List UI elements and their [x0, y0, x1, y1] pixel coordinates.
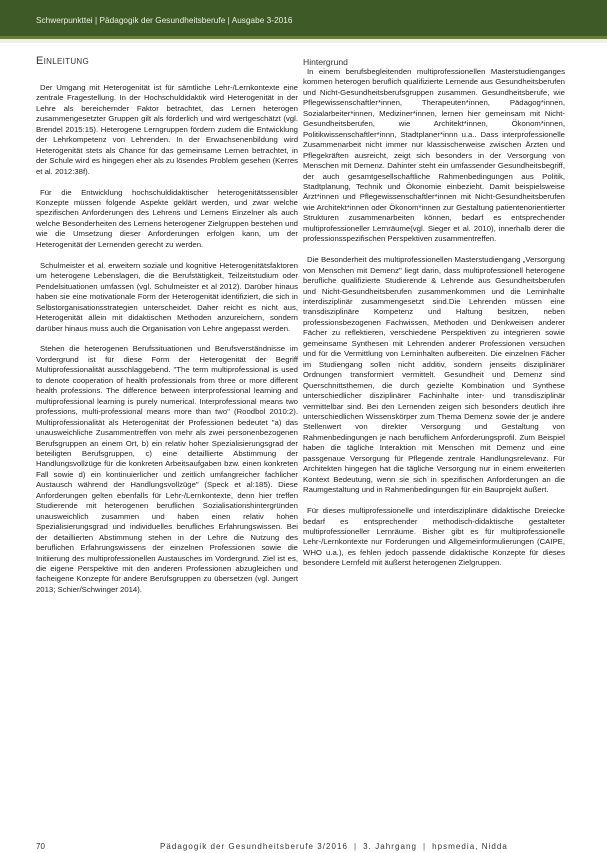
- footer-separator: |: [422, 842, 427, 851]
- section-heading-einleitung: Einleitung: [36, 55, 90, 67]
- header-title: Schwerpunkttei | Pädagogik der Gesundheitsberufe | Ausgabe 3-2016: [36, 16, 293, 25]
- paragraph: Die Besonderheit des multiprofessionellen Masterstudiengang „Versorgung von Menschen mit Demenz" liegt darin, dass multiprofessionell heterogene berufliche qualifizierte Studierende & Lehrende aus Gesundheitsberufen und Nicht-Gesundheitsberufen zusammenkommen und die Lerninhalte interdisziplinär zusammengesetzt sind.Die Lehrenden müssen eine transdisziplinäre Kompetenz und Haltung besitzen, neben professionsbezogenen Fachwissen, Methoden und Denkweisen anderer Fächer zu reflektieren, verschiedene Perspektiven zu integrieren sowie gemeinsame Synthesen mit Lehrenden anderer Professionen versuchen und für die Vermittlung von Lerninhalten aufbereiten. Die einzelnen Fächer im Studiengang sollen nicht additiv, sondern jenseits disziplinärer Ordnungen transformiert vermittelt. Gesundheit und Demenz sind Querschnittsthemen, die durch gezielte Kombination und Synthese unterschiedlicher disziplinärer Fachinhalte inter- und transdisziplinär vermittelbar sind. Bei den Lernenden zeigen sich besonders deutlich ihre unterschiedlichen Wissenskörper zum Thema Demenz sowie der je andere Stellenwert von direkter Versorgung und Gestaltung von Rahmenbedingungen je nach beruflichem Anforderungsprofil. Zum Beispiel haben die tägliche Interaktion mit Menschen mit Demenz und eine passgenaue Versorgung für Pflegende zentrale Handlungsrelevanz. Für Architekten hingegen hat die tägliche Versorgung nur in einem erweiterten Kontext Bedeutung, wenn sie sich in spezifischen Anforderungen an die Raumgestaltung und in Rahmenbedingungen für ein Bauprojekt äußert.: [303, 255, 565, 495]
- page-number: 70: [36, 842, 45, 851]
- right-column: [303, 55, 565, 579]
- paragraph: Für die Entwicklung hochschuldidaktischer heterogenitätssensibler Konzepte müssen folgende Aspekte geklärt werden, und zwar welche spezifischen Anforderungen des Lehrens und Lernens Einzelner als auch welche Besonderheiten des Lernens heterogener Zielgruppen bestehen und wie die Umsetzung dieser Anforderungen erfolgen kann, um der Heterogenität der Lernenden gerecht zu werden.: [36, 187, 298, 249]
- footer-volume: 3. Jahrgang: [363, 842, 417, 851]
- paragraph: Stehen die heterogenen Berufssituationen und Berufsverständnisse im Vordergrund ist für diese Form der Heterogenität der Begriff Multiprofessionalität ausschlaggebend. "The term multiprofessional is used to denote cooperation of health professionals from three or more different health professions. The difference between interprofessional learning and multiprofessional learning is purely numerical. Interprofessional means two professions, multi-professional means more than two" (Roodbol 2010:2). Multiprofessionalität als Heterogenität der Professionen bedeutet "a) das unausweichliche Zusammentreffen von mehr als zwei personenbezogenen Berufsgruppen an einem Ort, b) ein relativ hoher Spezialisierungsgrad der beteiligten Berufsgruppen, c) eine detaillierte Abstimmung der Handlungsvollzüge für die konkreten Arbeitsaufgaben bzw. einen konkreten Fall sowie d) ein kontinuierlicher und zeitlich umfangreicher fachlicher Austausch während der Handlungsvollzüge" (Speck et al:185). Diese Anforderungen gelten ebenfalls für Lehr-/Lernkontexte, denn hier treffen Studierende mit heterogenen beruflichen Sozialisationshintergründen unausweichlich zusammen und haben einen relativ hohen Spezialisierungsgrad und individuelles berufliches Erfahrungswissen. Bei der detaillierten Abstimmung stehen in der Lehre die Nutzung des beruflichen Erfahrungswissens der einzelnen Professionen sowie die Initiierung des multiprofessionellen Austausches im Vordergrund. Ziel ist es, die eigene Perspektive mit den anderen Professionen abzugleichen und facheigene Konzepte für andere Berufsgruppen zu übersetzen (vgl. Jungert 2013; Schier/Schwinger 2014).: [36, 344, 298, 594]
- section-heading-hintergrund: Hintergrund: [303, 57, 348, 67]
- paragraph: Für dieses multiprofessionelle und interdisziplinäre didaktische Dreiecke bedarf es entsprechender methodisch-didaktische gestalteter multiprofessioneller Lernräume. Bisher gibt es für multiprofessionelle Lehr-/Lernkontexte nur Forderungen und Allgemeinformulierungen (CAIPE, WHO u.a.), es fehlen jedoch passende didaktische Konzepte für dieses besondere Lernfeld mit äußerst heterogenen Zielgruppen.: [303, 506, 565, 568]
- running-header: [0, 0, 607, 39]
- left-column: [36, 55, 298, 606]
- header-shadow: [0, 39, 607, 43]
- footer-journal: Pädagogik der Gesundheitsberufe 3/2016: [160, 842, 349, 851]
- running-footer: [160, 842, 508, 851]
- paragraph: Schulmeister et al. erweitern soziale und kognitive Heterogenitätsfaktoren um heterogene Lebenslagen, die die Berufstätigkeit, Teilzeitstudium oder Pendelsituationen umfassen (vgl. Schulmeister et al 2012). Darüber hinaus haben sie eine motivationale Form der Heterogenität identifiziert, die sich in Selbstorganisationsstrategien unterscheidet. Daher reicht es nicht aus, Heterogenität allein mit didaktischen Methoden anzureichern, sondern darüber hinaus muss auch die Organisation von Lehre angepasst werden.: [36, 260, 298, 333]
- paragraph: Der Umgang mit Heterogenität ist für sämtliche Lehr-/Lernkontexte eine zentrale Fragestellung. In der Hochschuldidaktik wird Heterogenität in der Lehre als bereichernder Faktor betrachtet, das Lernen heterogen zusammengesetzter Gruppen gilt als förderlich und wird wertgeschätzt (vgl. Brendel 2015:15). Heterogene Lerngruppen fördern zudem die Entwicklung der Lehrkompetenz von Lehrenden. In der Erwachsenenbildung wird Heterogenität stets als Chance für das gemeinsame Lernen betrachtet, in der Schule wird es hingegen eher als zu lösendes Problem gesehen (Kerres et al. 2012:38f).: [36, 83, 298, 176]
- footer-publisher: hpsmedia, Nidda: [432, 842, 508, 851]
- footer-separator: |: [354, 842, 358, 851]
- paragraph: In einem berufsbegleitenden multiprofessionellen Masterstudienganges kommen heterogen beruflich qualifizierte Lernende aus Gesundheitsberufen und Nicht-Gesundheitsberufsgruppen zusammen. Gesundheitsberufe, wie Pflegewissenschaftler*innen, Therapeuten*innen, Pädagog*innen, Sozialarbeiter*innen, Mediziner*innen, lernen hier gemeinsam mit Nicht-Gesundheitsberufen, wie Architekt*innen, Ökonom*innen, Politikwissenschaftler*innn, Stadtplaner*innn u.a.. Dass interprofessionelle Zusammenarbeit nicht immer nur klassischerweise zwischen Ärzten und Pflegekräften ausreicht, zeigt sich besonders in der Versorgung von Menschen mit Demenz. Dahinter steht ein umfassender Gesundheitsbegriff, der auch gesamtgesellschaftliche Rahmenbedingungen aus Politik, Stadtplanung, Technik und Ökonomie einbezieht. Damit beispielsweise Ärzt*innen und Pflegewissenschaftler*innen mit Nicht-Gesundheitsberufen wie Architekt*innen oder Ökonom*innen zur Gestaltung patientenorientierter Strukturen zusammenarbeiten können, bedarf es entsprechender multiprofessioneller Lernräume(vgl. Sieger et al. 2010), innerhalb derer die professionsspezifischen Perspektiven zusammentreffen.: [303, 67, 565, 244]
